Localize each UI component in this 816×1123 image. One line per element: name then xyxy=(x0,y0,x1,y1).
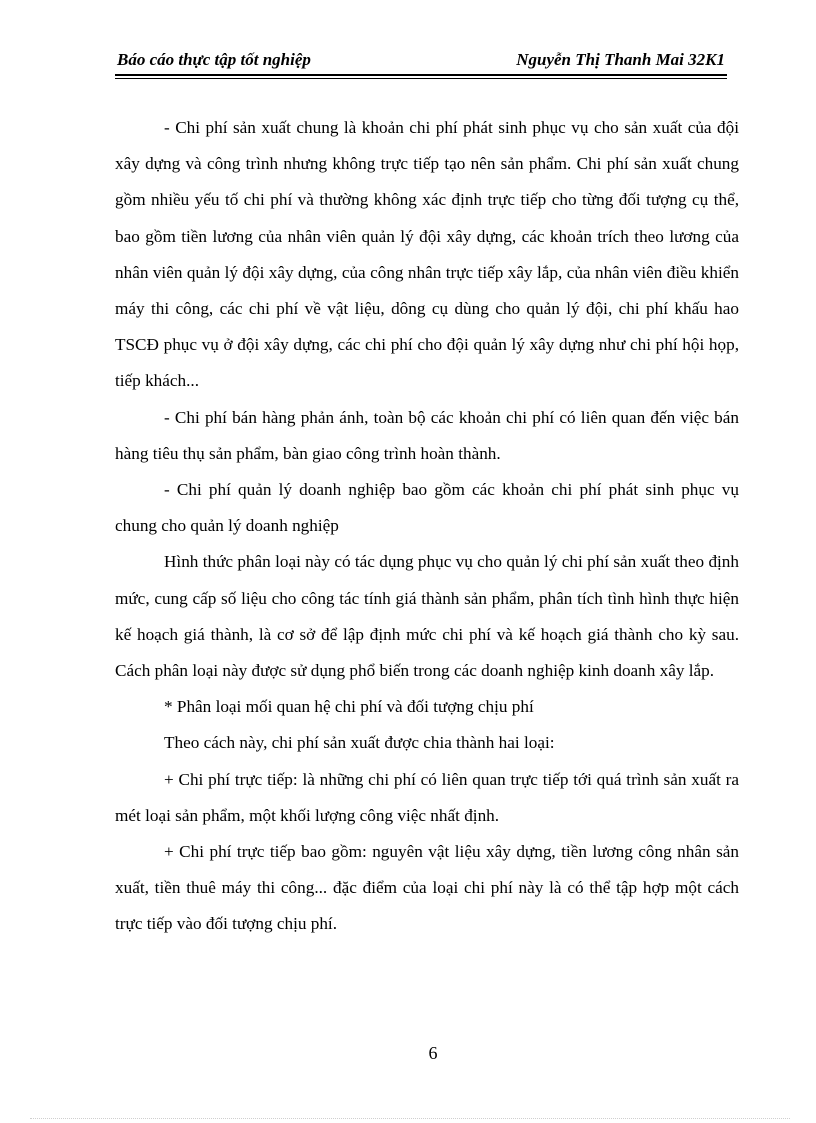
page-number: 6 xyxy=(428,1043,438,1063)
author-name: Nguyễn Thị Thanh Mai 32K1 xyxy=(516,50,725,69)
paragraph-classification-purpose: Hình thức phân loại này có tác dụng phục vụ cho quản lý chi phí sản xuất theo định mức, cung cấp số liệu cho công tác tính giá thành sản phẩm, phân tích tình hình thực hiện kế hoạch giá thành, là cơ sở để lập định mức chi phí và kế hoạch giá thành cho kỳ sau. Cách phân loại này được sử dụng phổ biến trong các doanh nghiệp kinh doanh xây lắp. xyxy=(115,552,739,681)
header-divider-thin xyxy=(115,78,727,79)
page-header xyxy=(115,46,727,74)
footer-dotted-line xyxy=(30,1118,790,1119)
paragraph-admin-costs: - Chi phí quản lý doanh nghiệp bao gồm các khoản chi phí phát sinh phục vụ chung cho quản lý doanh nghiệp xyxy=(115,480,739,536)
report-title: Báo cáo thực tập tốt nghiệp xyxy=(117,50,311,69)
header-divider xyxy=(115,74,727,76)
paragraph-overhead-costs: - Chi phí sản xuất chung là khoản chi phí phát sinh phục vụ cho sản xuất của đội xây dựng và công trình nhưng không trực tiếp tạo nên sản phẩm. Chi phí sản xuất chung gồm nhiều yếu tố chi phí và thường không xác định trực tiếp cho từng đối tượng cụ thể, bao gồm tiền lương của nhân viên quản lý đội xây dựng, các khoản trích theo lương của nhân viên quản lý đội xây dựng, của công nhân trực tiếp xây lắp, của nhân viên điều khiển máy thi công, các chi phí về vật liệu, dông cụ dùng cho quản lý đội, chi phí khấu hao TSCĐ phục vụ ở đội xây dựng, các chi phí cho đội quản lý xây dựng như chi phí hội họp, tiếp khách... xyxy=(115,118,739,391)
paragraph-classification-heading: * Phân loại mối quan hệ chi phí và đối tượng chịu phí xyxy=(164,697,534,717)
paragraph-direct-costs-components: + Chi phí trực tiếp bao gồm: nguyên vật liệu xây dựng, tiền lương công nhân sản xuất, tiền thuê máy thi công... đặc điểm của loại chi phí này là có thể tập hợp một cách trực tiếp vào đối tượng chịu phí. xyxy=(115,842,739,934)
paragraph-direct-costs-definition: + Chi phí trực tiếp: là những chi phí có liên quan trực tiếp tới quá trình sản xuất ra mét loại sản phẩm, một khối lượng công việc nhất định. xyxy=(115,769,739,825)
paragraph-selling-costs: - Chi phí bán hàng phản ánh, toàn bộ các khoản chi phí có liên quan đến việc bán hàng tiêu thụ sản phẩm, bàn giao công trình hoàn thành. xyxy=(115,407,739,463)
paragraph-classification-intro: Theo cách này, chi phí sản xuất được chia thành hai loại: xyxy=(164,733,555,753)
body-text xyxy=(115,110,739,943)
